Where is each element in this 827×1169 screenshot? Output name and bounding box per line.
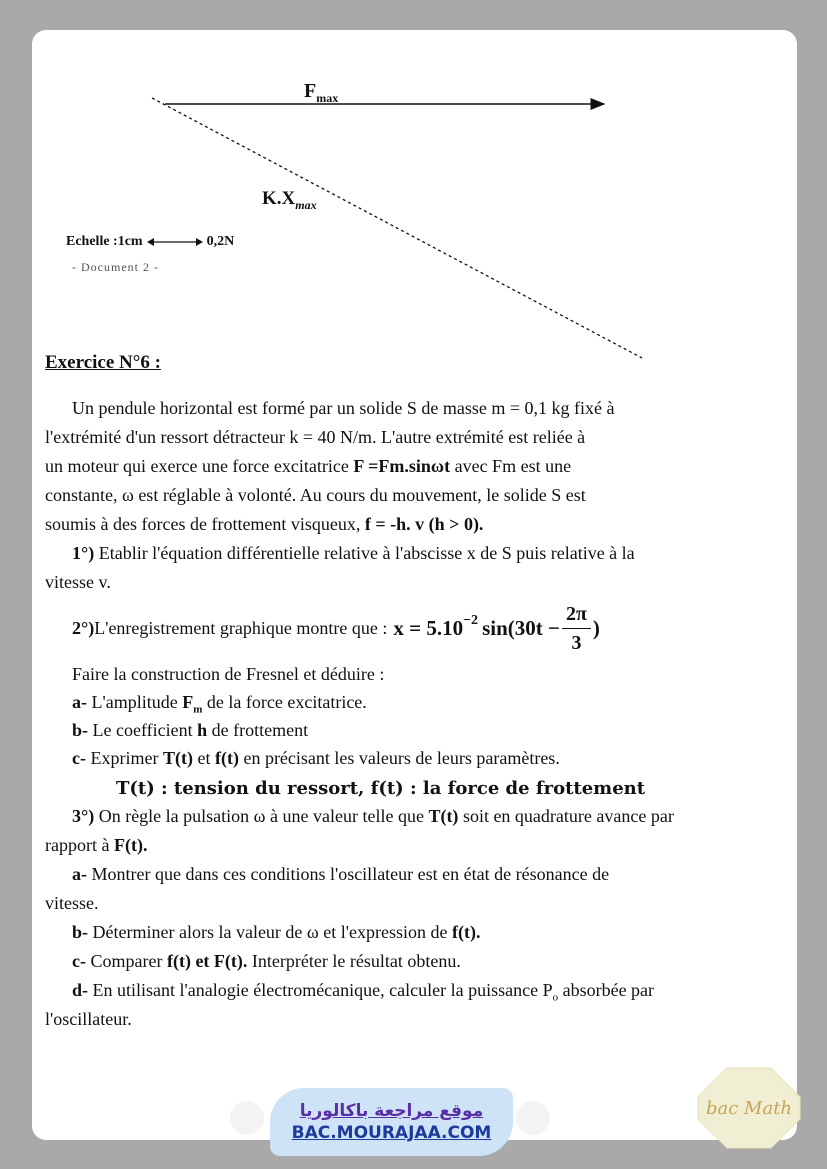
item-3c: c- Comparer f(t) et F(t). Interpréter le résultat obtenu. xyxy=(72,951,461,971)
intro-line: soumis à des forces de frottement visqueux, f = -h. v (h > 0). xyxy=(45,514,484,534)
question-3: 3°) On règle la pulsation ω à une valeur telle que T(t) soit en quadrature avance par xyxy=(72,806,674,826)
item-3d-cont: l'oscillateur. xyxy=(45,1009,132,1029)
question-3-cont: rapport à F(t). xyxy=(45,835,148,855)
document-page xyxy=(32,30,797,1140)
motion-equation: x = 5.10 $^{-2}$ sin(30t − $\frac{2\pi}{3}$ ) xyxy=(393,600,600,657)
fresnel-instruction: Faire la construction de Fresnel et déduire : xyxy=(72,664,385,684)
item-3b: b- Déterminer alors la valeur de ω et l'expression de f(t). xyxy=(72,922,481,942)
item-c: c- Exprimer T(t) et f(t) en précisant les valeurs de leurs paramètres. xyxy=(72,748,560,768)
kx-vector xyxy=(152,98,642,358)
fresnel-figure xyxy=(32,30,797,370)
item-3a: a- Montrer que dans ces conditions l'oscillateur est en état de résonance de xyxy=(72,864,610,884)
bac-math-logo: bac Math xyxy=(696,1066,802,1150)
fmax-label: $F_{max}$ xyxy=(304,80,339,105)
intro-line: l'extrémité d'un ressort détracteur k = 40 N/m. L'autre extrémité est reliée à xyxy=(45,427,586,447)
site-url-link[interactable]: BAC.MOURAJAA.COM xyxy=(291,1123,492,1143)
site-banner[interactable] xyxy=(270,1088,513,1156)
intro-line: Un pendule horizontal est formé par un solide S de masse m = 0,1 kg fixé à xyxy=(72,398,615,418)
definition-note: T(t) : tension du ressort, f(t) : la force de frottement xyxy=(116,778,646,799)
item-a: a- L'amplitude $F_m$ de la force excitatrice. xyxy=(72,692,367,716)
intro-line: constante, ω est réglable à volonté. Au cours du mouvement, le solide S est xyxy=(45,485,586,505)
question-1: 1°) Etablir l'équation différentielle relative à l'abscisse x de S puis relative à la xyxy=(72,543,635,563)
site-logo-icon xyxy=(516,1101,550,1135)
exercise-title: Exercice N°6 : xyxy=(45,352,161,373)
site-name-arabic[interactable]: موقع مراجعة باكالوريا xyxy=(299,1101,484,1121)
item-b: b- Le coefficient h de frottement xyxy=(72,720,309,740)
intro-line: un moteur qui exerce une force excitatrice F =Fm.sinωt avec Fm est une xyxy=(45,456,572,476)
kx-label: $K.X_{max}$ xyxy=(262,188,317,212)
scale-arrow-icon xyxy=(147,237,203,247)
question-2: 2°) L'enregistrement graphique montre que : x = 5.10 $^{-2}$ sin(30t − $\frac{2\pi}{3}$ ) xyxy=(72,600,600,657)
item-3d: d- En utilisant l'analogie électromécanique, calculer la puissance $P_o$ absorbée par xyxy=(72,980,655,1004)
question-1-cont: vitesse v. xyxy=(45,572,111,592)
site-logo-icon xyxy=(230,1101,264,1135)
item-3a-cont: vitesse. xyxy=(45,893,99,913)
scale-legend: Echelle :1cm 0,2N xyxy=(66,234,235,249)
document-caption: - Document 2 - xyxy=(72,260,159,274)
